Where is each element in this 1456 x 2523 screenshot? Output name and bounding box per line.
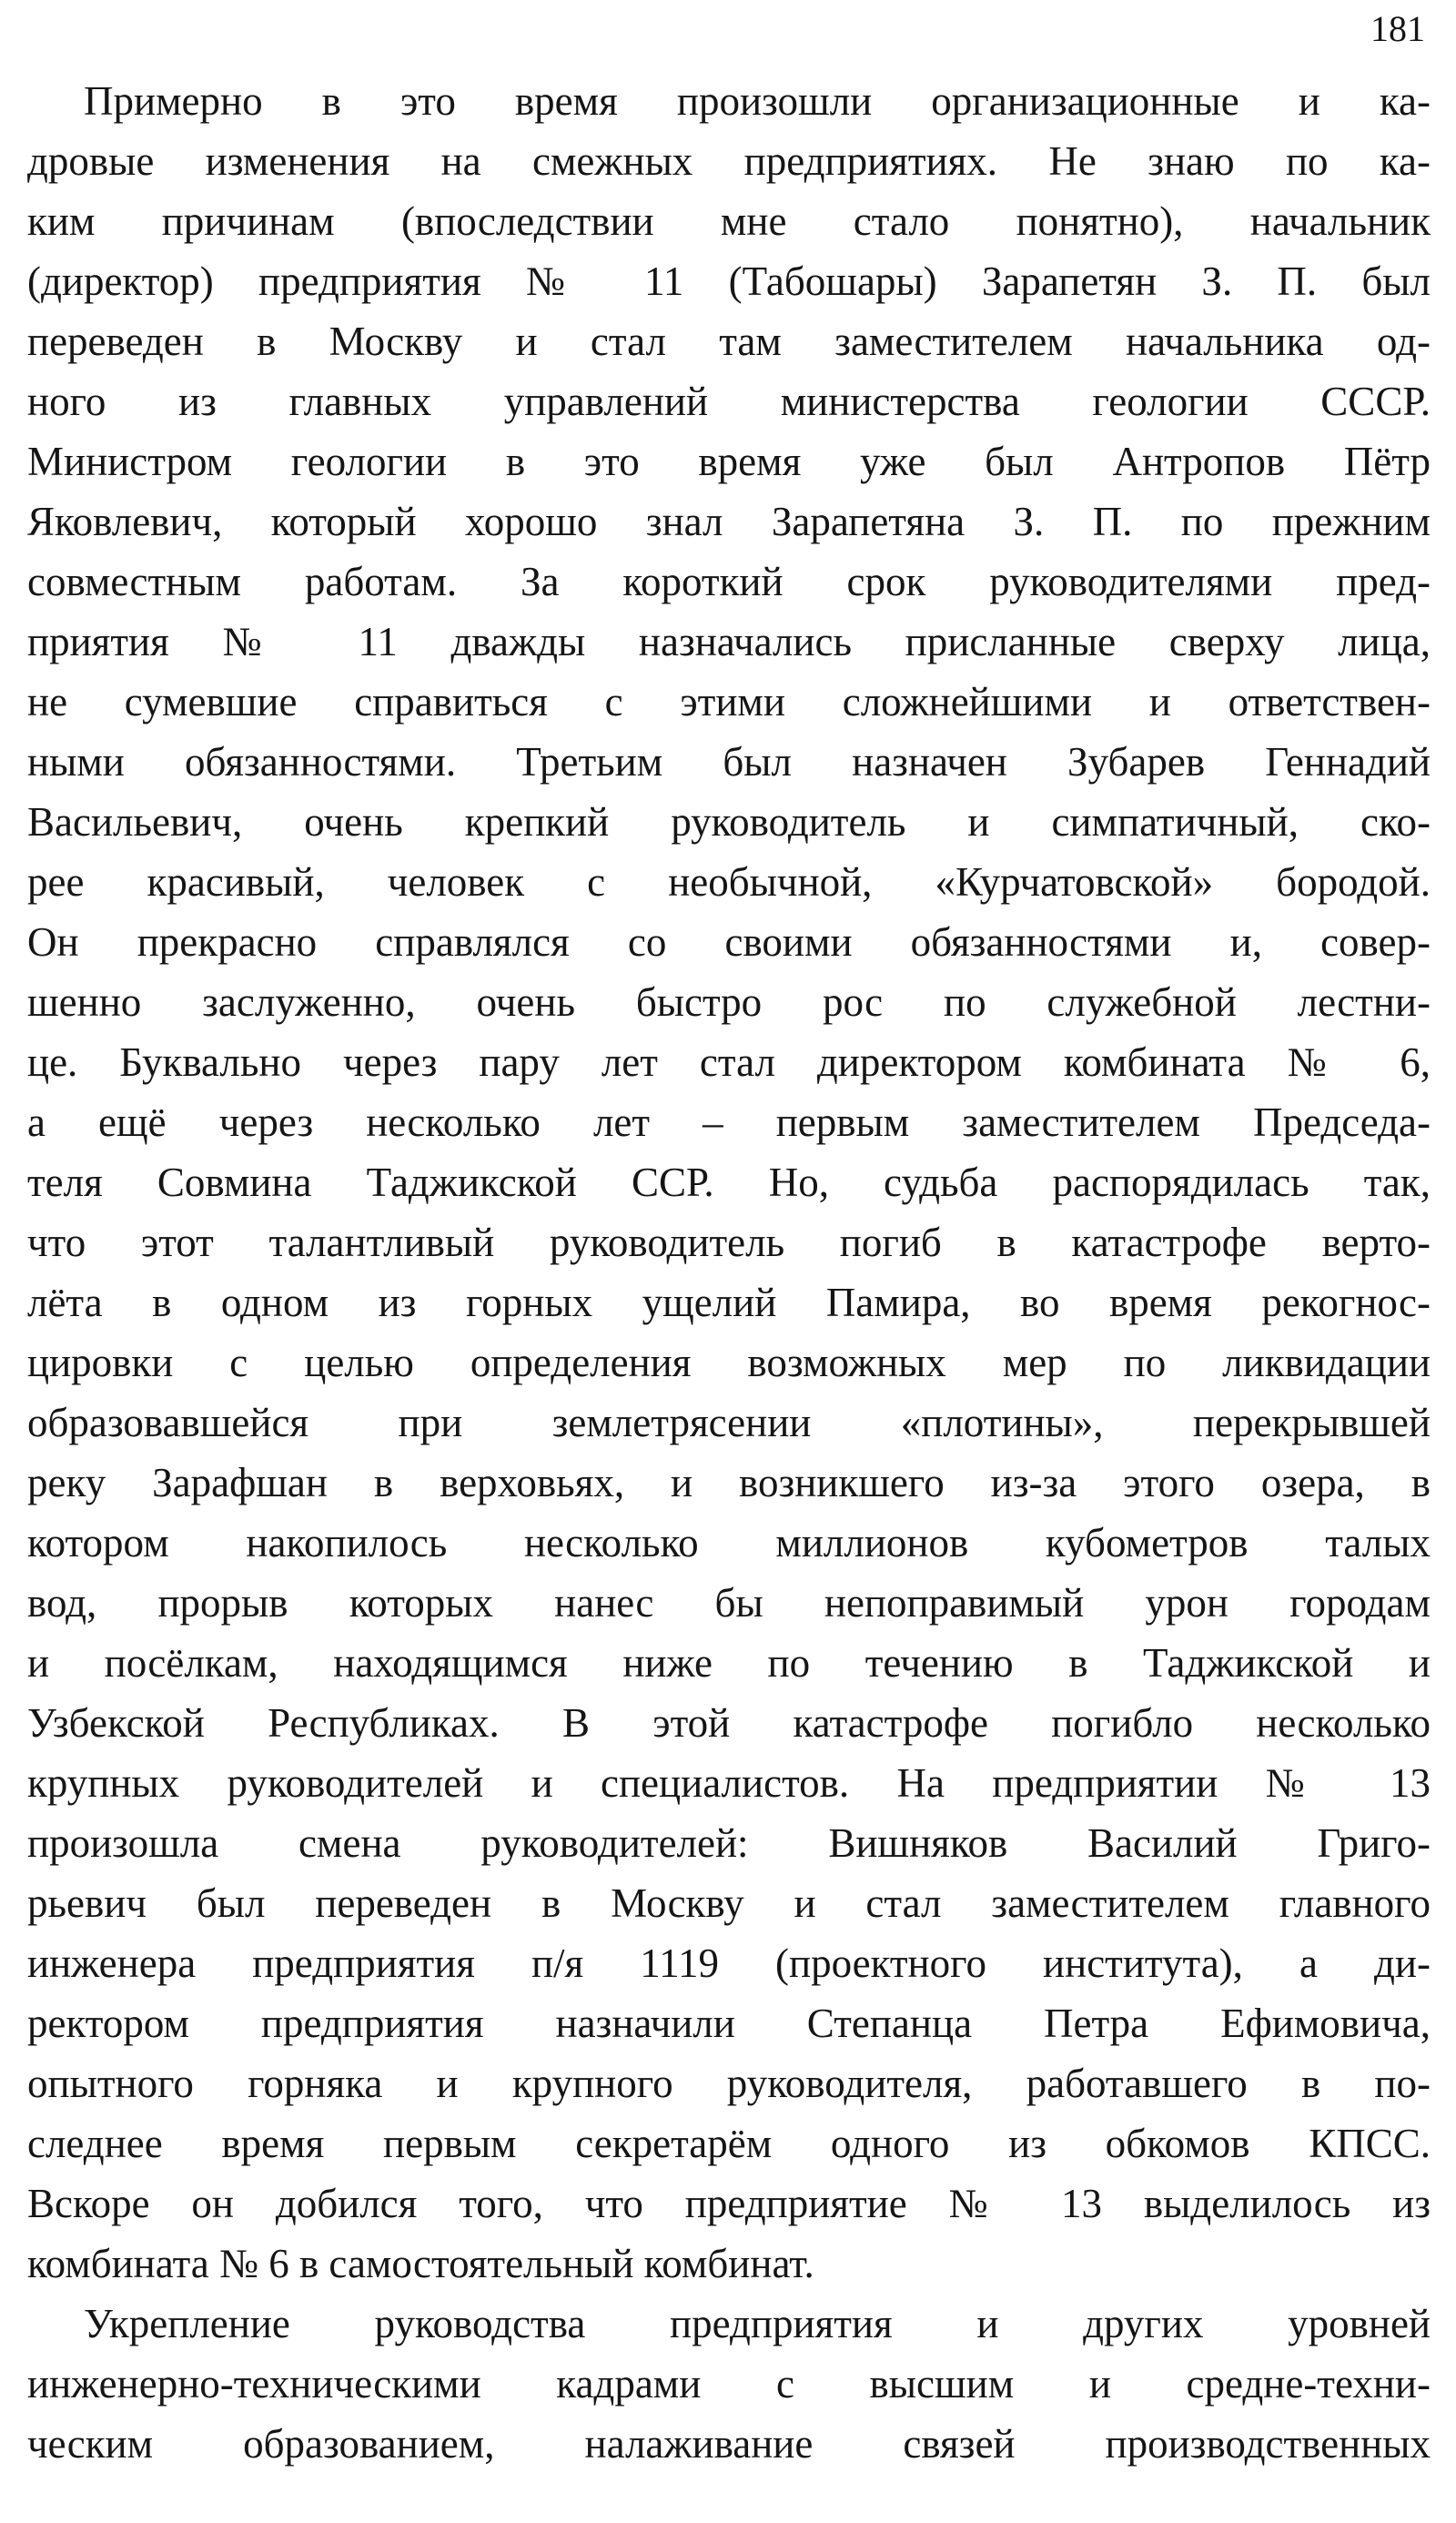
text-line: и посёлкам, находящимся ниже по течению в Таджикской и (27, 1640, 1431, 1686)
text-line: следнее время первым секретарём одного из обкомов КПСС. (27, 2121, 1431, 2166)
text-line: шенно заслуженно, очень быстро рос по служебной лестни- (27, 979, 1431, 1025)
text-line: вод, прорыв которых нанес бы непоправимый урон городам (27, 1580, 1431, 1626)
text-line: дровые изменения на смежных предприятиях. Не знаю по ка- (27, 138, 1431, 184)
text-line: рьевич был переведен в Москву и стал заместителем главного (27, 1880, 1431, 1926)
text-line: переведен в Москву и стал там заместителем начальника од- (27, 319, 1431, 364)
text-line: инженерно-техническими кадрами с высшим и средне-техни- (27, 2361, 1431, 2406)
text-line: приятия № 11 дважды назначались присланные сверху лица, (27, 619, 1431, 664)
page-number: 181 (1370, 8, 1425, 49)
text-line: комбината № 6 в самостоятельный комбинат. (27, 2241, 814, 2286)
text-line: (директор) предприятия № 11 (Табошары) Зарапетян З. П. был (27, 258, 1431, 304)
text-line: Укрепление руководства предприятия и других уровней (84, 2301, 1431, 2346)
text-line: опытного горняка и крупного руководителя, работавшего в по- (27, 2061, 1431, 2106)
text-line: Васильевич, очень крепкий руководитель и симпатичный, ско- (27, 799, 1431, 845)
text-line: не сумевшие справиться с этими сложнейшими и ответствен- (27, 679, 1431, 724)
text-line: котором накопилось несколько миллионов кубометров талых (27, 1520, 1431, 1565)
paragraph (27, 71, 1431, 2294)
text-line: ческим образованием, налаживание связей производственных (27, 2421, 1431, 2467)
text-line: Яковлевич, который хорошо знал Зарапетяна З. П. по прежним (27, 499, 1431, 544)
text-line: Примерно в это время произошли организационные и ка- (84, 78, 1431, 124)
text-line: цировки с целью определения возможных мер по ликвидации (27, 1340, 1431, 1385)
text-line: реку Зарафшан в верховьях, и возникшего из-за этого озера, в (27, 1460, 1431, 1505)
text-line: Он прекрасно справлялся со своими обязанностями и, совер- (27, 919, 1431, 965)
text-line: произошла смена руководителей: Вишняков Василий Григо- (27, 1820, 1431, 1866)
text-line: Узбекской Республиках. В этой катастрофе погибло несколько (27, 1700, 1431, 1746)
text-line: теля Совмина Таджикской ССР. Но, судьба распорядилась так, (27, 1160, 1431, 1205)
text-line: ректором предприятия назначили Степанца Петра Ефимовича, (27, 2001, 1431, 2046)
text-line: Министром геологии в это время уже был Антропов Пётр (27, 439, 1431, 484)
text-line: ким причинам (впоследствии мне стало понятно), начальник (27, 198, 1431, 244)
text-line: лёта в одном из горных ущелий Памира, во время рекогнос- (27, 1280, 1431, 1325)
text-line: что этот талантливый руководитель погиб в катастрофе верто- (27, 1220, 1431, 1265)
text-line: Вскоре он добился того, что предприятие № 13 выделилось из (27, 2181, 1431, 2226)
text-line: совместным работам. За короткий срок руководителями пред- (27, 559, 1431, 604)
paragraph (27, 2294, 1431, 2474)
text-line: образовавшейся при землетрясении «плотины», перекрывшей (27, 1400, 1431, 1445)
text-line: крупных руководителей и специалистов. На предприятии № 13 (27, 1760, 1431, 1806)
text-line: рее красивый, человек с необычной, «Курчатовской» бородой. (27, 859, 1431, 905)
text-line: а ещё через несколько лет – первым заместителем Председа- (27, 1099, 1431, 1145)
text-line: инженера предприятия п/я 1119 (проектного института), а ди- (27, 1940, 1431, 1986)
text-line: це. Буквально через пару лет стал директором комбината № 6, (27, 1039, 1431, 1085)
text-line: ными обязанностями. Третьим был назначен Зубарев Геннадий (27, 739, 1431, 785)
text-line: ного из главных управлений министерства геологии СССР. (27, 379, 1431, 424)
text-body (27, 71, 1431, 2474)
